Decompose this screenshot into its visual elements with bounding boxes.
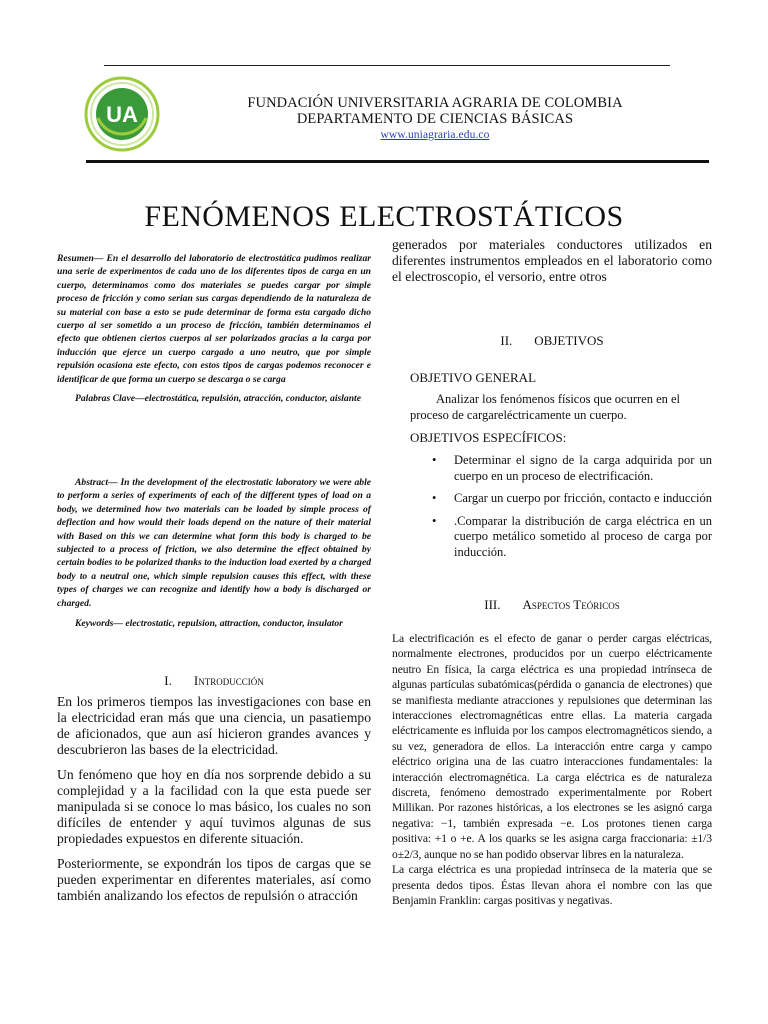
resumen-text: En el desarrollo del laboratorio de electrostática pudimos realizar una serie de experimentos de cada uno de los diferentes tipos de carga en un cuerpo, determinamos como dos materiales se puedes cargar por simple proceso de fricción y como serian sus cargas dependiendo de la naturaleza de su material con base a esto se pude determinar de forma esta cargado dicho cuerpo al ser sometido a un proceso de fricción, también determinamos el efecto que obtienen ciertos cuerpos al ser polarizados gracias a la carga por inducción que ejerce un cuerpo cargado a uno neutro, que por simple repulsión ocasiona este efecto, con estos tipos de cargas podemos reconocer e identificar de que forma un cuerpo se descarga o se carga xyxy=(57,253,371,385)
abstract-lead: Abstract— xyxy=(75,477,118,488)
aspectos-teoricos-body xyxy=(392,631,712,908)
intro-paragraph-1: En los primeros tiempos las investigaciones con base en la electricidad eran más que una ciencia, un pasatiempo de aficionados, que aun así hicieron grandes avances y descubrieron las bases de la electricidad. xyxy=(57,694,371,757)
palabras-lead: Palabras Clave— xyxy=(75,393,145,405)
objetivos-especificos-list xyxy=(392,453,712,567)
institution-url-link[interactable]: www.uniagraria.edu.co xyxy=(380,129,490,141)
intro-paragraph-2: Un fenómeno que hoy en día nos sorprende debido a su complejidad y a la facilidad con la que esta puede ser manipulada si se conoce lo mas básico, los cuales no son difíciles de entender y aquí tuvimos algunas de sus propiedades expuestos en diferente situación. xyxy=(57,767,371,846)
keywords-lead: Keywords— xyxy=(75,618,123,630)
intro-continuation-text: generados por materiales conductores utilizados en diferentes instrumentos empleados en el laboratorio como el electroscopio, el versorio, entre otros xyxy=(392,237,712,284)
aspectos-paragraph-1: La electrificación es el efecto de ganar o perder cargas eléctricas, normalmente electrones, producidos por un cuerpo eléctricamente neutro En física, la carga eléctrica es una propiedad intrínseca de algunas partículas subatómicas(pérdida o ganancia de electrones) que se manifiesta mediante atracciones y repulsiones que determinan las interacciones electromagnéticas entre ellas. La materia cargada eléctricamente es influida por los campos electromagnéticos siendo, a su vez, generadora de ellos. La interacción entre carga y campo eléctrico origina una de las cuatro interacciones fundamentales: la interacción electromagnética. La carga eléctrica es de naturaleza discreta, fenómeno demostrado experimentalmente por Robert Millikan. Por razones históricas, a los electrones se les asignó carga negativa: −1, también expresada −e. Los protones tienen carga positiva: +1 o +e. A los quarks se les asigna carga fraccionaria: ±1/3 o±2/3, aunque no se han podido observar libres en la naturaleza. xyxy=(392,632,712,861)
section-title: Aspectos Teóricos xyxy=(522,597,620,612)
palabras-clave-paragraph xyxy=(57,392,371,405)
header-bottom-rule xyxy=(86,160,709,163)
section-title: Introducción xyxy=(193,673,264,688)
abstract-en-block xyxy=(57,476,371,630)
resumen-lead: Resumen— xyxy=(57,253,104,264)
objetivo-general-text: Analizar los fenómenos físicos que ocurren en el proceso de cargareléctricamente un cuerpo. xyxy=(410,392,681,422)
objetivo-general-label: OBJETIVO GENERAL xyxy=(410,370,537,385)
header-top-rule xyxy=(104,65,670,66)
logo-text: UA xyxy=(106,102,138,127)
abstract-es-block xyxy=(57,252,371,405)
department-name: DEPARTAMENTO DE CIENCIAS BÁSICAS xyxy=(296,111,574,127)
keywords-text: electrostatic, repulsion, attraction, conductor, insulator xyxy=(122,618,343,630)
abstract-paragraph xyxy=(57,476,371,610)
list-item: • .Comparar la distribución de carga eléctrica en un cuerpo metálico sometido al proceso de carga por inducción. xyxy=(432,513,712,559)
section-number: II. xyxy=(500,333,513,348)
intro-paragraph-3: Posteriormente, se expondrán los tipos de cargas que se pueden experimentar en diferentes materiales, así como también analizando los efectos de repulsión o atracción xyxy=(57,856,371,903)
resumen-paragraph xyxy=(57,252,371,386)
introduccion-body xyxy=(57,694,371,904)
keywords-paragraph xyxy=(57,617,371,630)
palabras-text: electrostática, repulsión, atracción, conductor, aislante xyxy=(144,393,361,405)
section-title: OBJETIVOS xyxy=(534,333,604,348)
intro-continuation xyxy=(392,237,712,285)
university-logo xyxy=(84,76,160,152)
list-item: • Determinar el signo de la carga adquirida por un cuerpo en un proceso de electrificación. xyxy=(432,453,712,483)
objetivos-especificos-label: OBJETIVOS ESPECÍFICOS: xyxy=(410,430,567,445)
paper-title: FENÓMENOS ELECTROSTÁTICOS xyxy=(144,200,624,233)
list-item: • Cargar un cuerpo por fricción, contacto e inducción xyxy=(432,491,713,505)
aspectos-paragraph-2: La carga eléctrica es una propiedad intrínseca de la materia que se presenta dedos tipos. Éstas llevan ahora el nombre con las que Benjamin Franklin: cargas positivas y negativas. xyxy=(392,863,712,907)
section-number: I. xyxy=(164,673,172,688)
institution-name: FUNDACIÓN UNIVERSITARIA AGRARIA DE COLOMBIA xyxy=(247,95,623,111)
section-objetivos-heading xyxy=(392,333,712,349)
section-aspectos-heading xyxy=(392,597,712,613)
abstract-text: In the development of the electrostatic laboratory we were able to perform a series of experiments of each of the different types of load on a body, we determined how two materials can be loaded by simple process of deflection and how would their loads depend on the nature of their material with Based on this we can determine what form this body is charged to be subjected to a process of friction, we also determine the effect obtained by certain bodies to be polarized thanks to the induction load exerted by a charged body to a neutral one, which simple repulsion causes this effect, with these types of charges we can recognize and identify how a body is discharged or charged. xyxy=(57,477,371,609)
section-introduccion-heading xyxy=(57,673,371,689)
institution-block xyxy=(160,95,710,143)
section-number: III. xyxy=(484,597,501,612)
